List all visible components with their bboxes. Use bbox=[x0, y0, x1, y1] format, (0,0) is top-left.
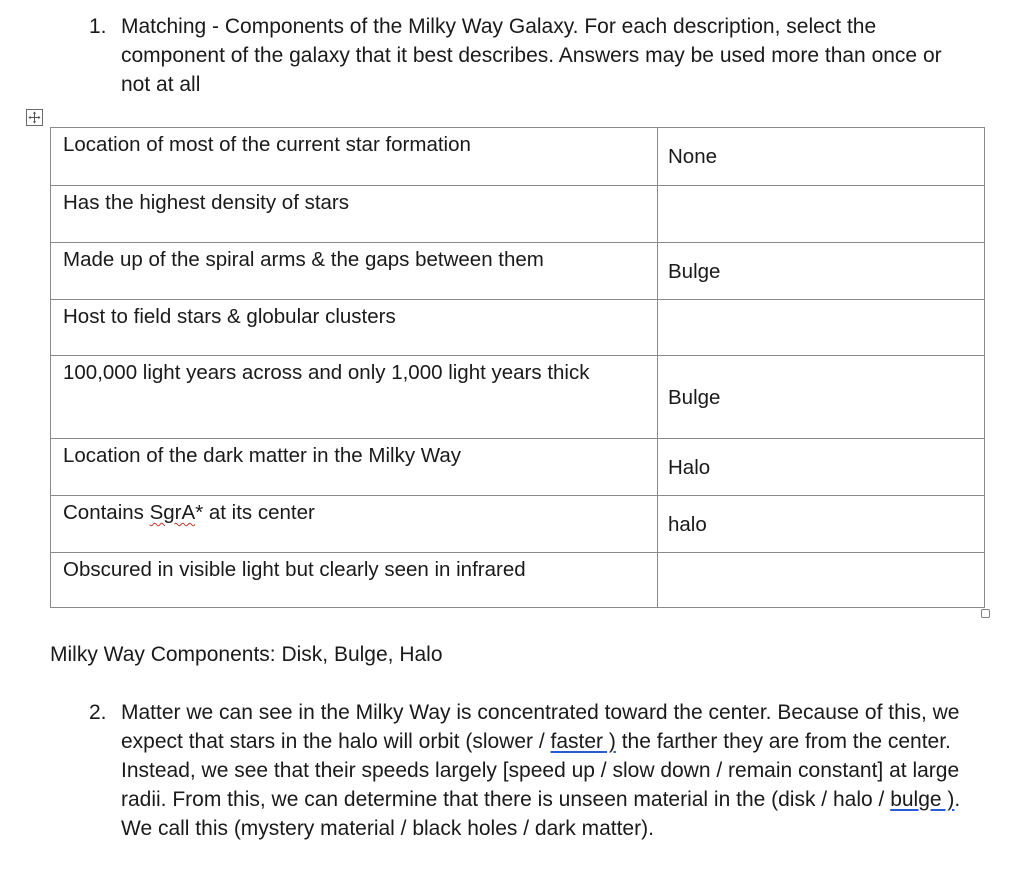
question-2-text: Matter we can see in the Milky Way is concentrated toward the center. Because of this, we expect that stars in the halo will orbit (slower / faster ) the farther they are from the center. Instead, we see that their speeds largely [speed up / slow down / remain constant] at large radii. From this, we can determine that there is unseen material in the (disk / halo / bulge ). We call this (mystery material / black holes / dark matter). bbox=[121, 701, 961, 840]
table-row bbox=[51, 300, 985, 356]
answer-cell[interactable] bbox=[658, 553, 985, 608]
answer-cell[interactable] bbox=[658, 300, 985, 356]
question-1-number: 1. bbox=[89, 15, 107, 38]
answer-cell[interactable]: Bulge bbox=[658, 243, 985, 300]
move-cross-icon[interactable] bbox=[26, 109, 43, 126]
question-2-number: 2. bbox=[89, 701, 107, 724]
question-2 bbox=[89, 698, 969, 843]
answer-cell[interactable]: Bulge bbox=[658, 356, 985, 439]
components-line: Milky Way Components: Disk, Bulge, Halo bbox=[50, 643, 443, 666]
description-cell[interactable]: Has the highest density of stars bbox=[51, 186, 658, 243]
description-cell[interactable]: Obscured in visible light but clearly seen in infrared bbox=[51, 553, 658, 608]
question-1 bbox=[89, 12, 969, 99]
description-cell[interactable]: Made up of the spiral arms & the gaps between them bbox=[51, 243, 658, 300]
answer-cell[interactable]: Halo bbox=[658, 439, 985, 496]
answer-bulge: bulge ) bbox=[890, 788, 955, 811]
answer-faster: faster ) bbox=[550, 730, 616, 753]
resize-handle-icon[interactable] bbox=[981, 609, 990, 618]
description-cell[interactable]: Location of the dark matter in the Milky Way bbox=[51, 439, 658, 496]
question-1-text: Matching - Components of the Milky Way Galaxy. For each description, select the component of the galaxy that it best describes. Answers may be used more than once or not at all bbox=[121, 15, 942, 96]
description-cell[interactable]: Location of most of the current star formation bbox=[51, 128, 658, 186]
table-row bbox=[51, 496, 985, 553]
table-row bbox=[51, 243, 985, 300]
description-cell[interactable]: Host to field stars & globular clusters bbox=[51, 300, 658, 356]
table-row bbox=[51, 356, 985, 439]
answer-cell[interactable]: halo bbox=[658, 496, 985, 553]
spellcheck-word: SgrA bbox=[149, 501, 196, 524]
table-row bbox=[51, 439, 985, 496]
description-cell[interactable]: 100,000 light years across and only 1,000 light years thick bbox=[51, 356, 658, 439]
answer-cell[interactable] bbox=[658, 186, 985, 243]
table-row bbox=[51, 128, 985, 186]
matching-table bbox=[50, 127, 985, 608]
table-row bbox=[51, 553, 985, 608]
description-cell[interactable]: Contains SgrA* at its center bbox=[51, 496, 658, 553]
table-row bbox=[51, 186, 985, 243]
answer-cell[interactable]: None bbox=[658, 128, 985, 186]
